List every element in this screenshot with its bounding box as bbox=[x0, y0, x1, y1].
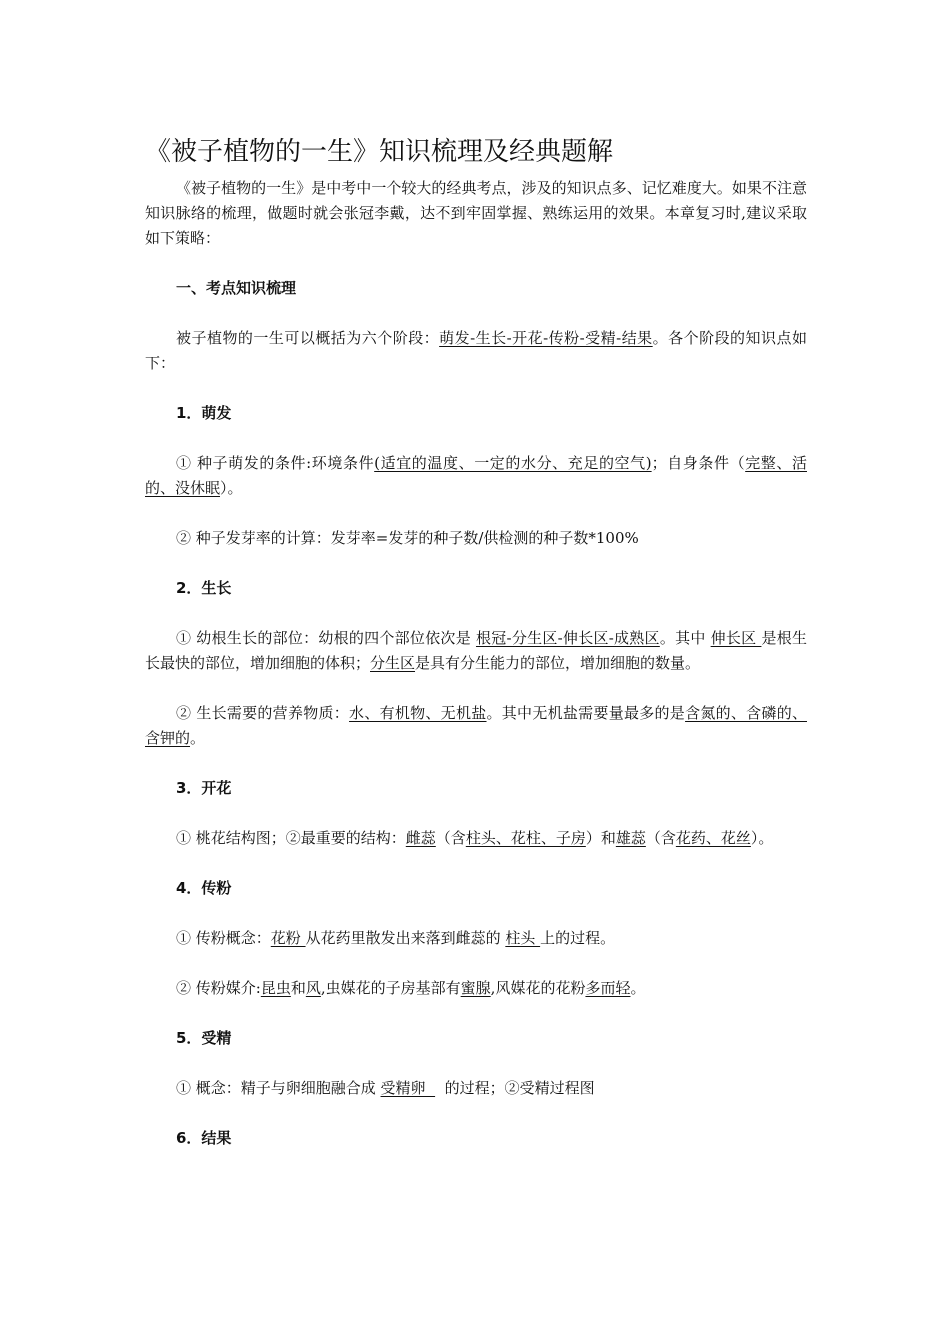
pollination-concept: ① 传粉概念：花粉 从花药里散发出来落到雌蕊的 柱头 上的过程。 bbox=[176, 929, 616, 947]
germination-conditions: ① 种子萌发的条件:环境条件(适宜的温度、一定的水分、充足的空气)；自身条件（完整、活的、没休眠）。 bbox=[145, 454, 807, 497]
stages-underlined: 萌发-生长-开花-传粉-受精-结果 bbox=[439, 329, 653, 347]
germination-rate: ② 种子发芽率的计算：发芽率=发芽的种子数/供检测的种子数*100% bbox=[176, 529, 639, 547]
heading-flowering: 3．开花 bbox=[176, 779, 232, 797]
heading-fruiting: 6．结果 bbox=[176, 1129, 232, 1147]
intro-paragraph: 《被子植物的一生》是中考中一个较大的经典考点，涉及的知识点多、记忆难度大。如果不注意知识脉络的梳理，做题时就会张冠李戴，达不到牢固掌握、熟练运用的效果。本章复习时,建议采取如下策略： bbox=[145, 179, 807, 247]
fertilization-concept: ① 概念：精子与卵细胞融合成 受精卵 的过程；②受精过程图 bbox=[176, 1079, 595, 1097]
pollination-media: ② 传粉媒介:昆虫和风,虫媒花的子房基部有蜜腺,风媒花的花粉多而轻。 bbox=[176, 979, 646, 997]
root-growth: ① 幼根生长的部位：幼根的四个部位依次是 根冠-分生区-伸长区-成熟区。其中 伸长区 是根生长最快的部位，增加细胞的体积；分生区是具有分生能力的部位，增加细胞的数量。 bbox=[145, 629, 807, 672]
heading-germination: 1．萌发 bbox=[176, 404, 232, 422]
growth-nutrients: ② 生长需要的营养物质：水、有机物、无机盐。其中无机盐需要量最多的是含氮的、含磷的、含钾的。 bbox=[145, 704, 807, 747]
section-heading-knowledge: 一、考点知识梳理 bbox=[176, 279, 297, 297]
document-title: 《被子植物的一生》知识梳理及经典题解 bbox=[145, 137, 614, 167]
heading-fertilization: 5．受精 bbox=[176, 1029, 232, 1047]
flower-structure: ① 桃花结构图；②最重要的结构：雌蕊（含柱头、花柱、子房）和雄蕊（含花药、花丝）。 bbox=[176, 829, 774, 847]
stages-paragraph: 被子植物的一生可以概括为六个阶段：萌发-生长-开花-传粉-受精-结果。各个阶段的知识点如下： bbox=[145, 329, 807, 372]
document-page bbox=[145, 134, 807, 1151]
heading-pollination: 4．传粉 bbox=[176, 879, 232, 897]
heading-growth: 2．生长 bbox=[176, 579, 232, 597]
